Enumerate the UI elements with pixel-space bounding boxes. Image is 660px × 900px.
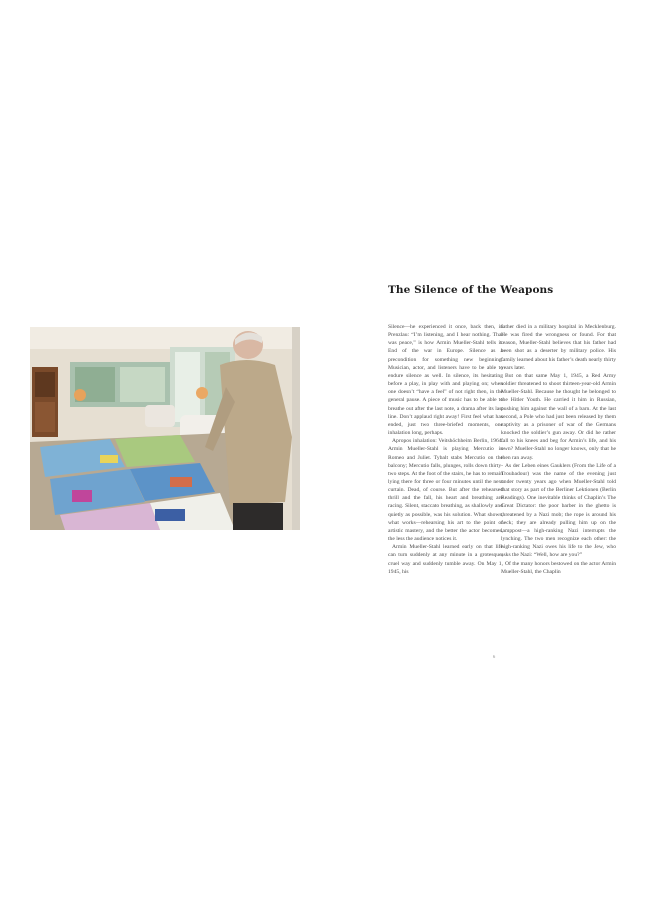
text-column-right <box>501 323 616 576</box>
article-title: The Silence of the Weapons <box>388 284 554 296</box>
paragraph: Armin Mueller-Stahl learned early on that life can turn suddenly at any minute in a grotesque, cruel way and suddenly tumble away. On May 1, 1945, his <box>388 544 503 575</box>
paragraph: But on that same May 1, 1945, a Red Army soldier threatened to shoot thirteen-year-old Armin Mueller-Stahl. Because he thought he belonged to the Hitler Youth. He carried it him in Russian, pushing him against the wall of a barn. At the last second, a Pole who had just been released by them captivity as a prisoner of war of the Germans knocked the soldier’s gun away. Or did he rather fall to his knees and beg for Armin’s life, and his own? Mueller-Stahl no longer knows, only that he then ran away. <box>501 372 616 461</box>
paragraph: Silence—he experienced it once, back then, in Prenzlau: “I’m listening, and I hear nothing. That was peace,” is how Armin Mueller-Stahl tells it. End of the war in Europe. Silence as a precondition for something new beginning. Musician, actor, and listeners have to be able to endure silence as well. In silence, its hesitating before a play, in play with and playing on; when one doesn’t “have a feel” of not right then, in the general pause. A piece of music has to be able to breathe out after the last note, a drama after its last line. Don’t applaud right away! First feel what has ended, just two three-briefed moments, one inhalation long, perhaps. <box>388 324 503 437</box>
paragraph: Apropos inhalation: Veitshöchheim Berlin, 1964. Armin Mueller-Stahl is playing Mercutio in Romeo and Juliet. Tybalt stabs Mercutio on the balcony; Mercutio falls, plunges, rolls down thirty-two steps. At the foot of the stairs, he has to remain lying there for three or four minutes until the next curtain. Dead, of course. But after the rehearsed thrill and the fall, his heart and breathing are racing. Silent, staccato breathing, as shallowly and quietly as possible, was his solution. What shows, what works—rehearsing his art to the point of artistic mastery, and the better the actor becomes, the less the audience notices it. <box>388 438 503 543</box>
article-photo <box>30 327 300 530</box>
photo-scene <box>30 327 300 530</box>
paragraph: Of the many honors bestowed on the actor Armin Mueller-Stahl, the Chaplin <box>501 560 616 575</box>
paragraph: As der Leben eines Gauklers (From the Life of a Troubadour) was the name of the evening just under twenty years ago when Mueller-Stahl told that story as part of the Berliner Lektionen (Berlin Readings). One inevitable thinks of Chaplin’s The Great Dictator: the poor barber in the ghetto is threatened by a Nazi mob; the rope is around his neck; they are already pulling him up on the lamppost—a high-ranking Nazi interrupts the lynching. The two men recognize each other: the high-ranking Nazi owes his life to the Jew, who asks the Nazi: “Well, how are you?” <box>501 462 616 559</box>
paragraph: father died in a military hospital in Mecklenburg. He was fired the wrongness or found. For that reason, Mueller-Stahl believes that his father had been shot as a deserter by military police. His family learned about his father’s death nearly thirty years later. <box>501 324 616 371</box>
text-column-left <box>388 323 503 576</box>
page-number: 6 <box>493 654 496 659</box>
